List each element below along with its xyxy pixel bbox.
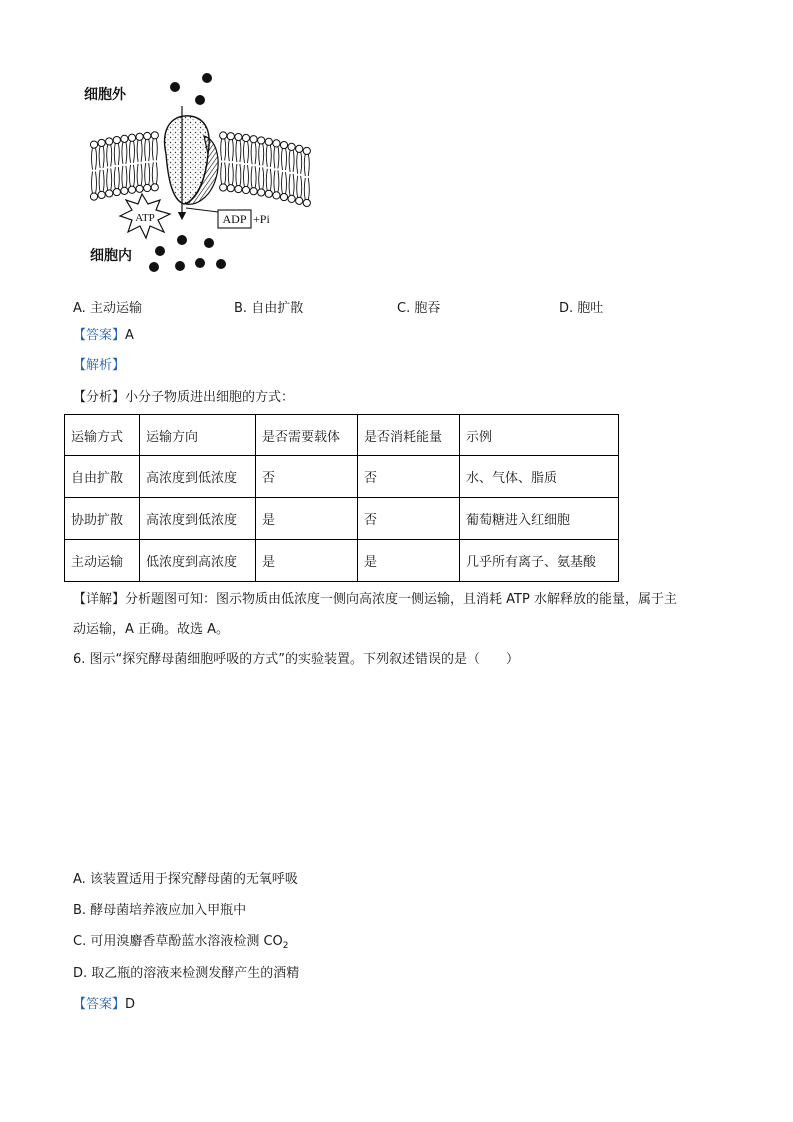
phospholipid-tail (137, 164, 142, 186)
phospholipid-head (235, 185, 242, 192)
q5-fenxi (73, 390, 294, 406)
phospholipid-head (151, 132, 158, 139)
adp-label: ADP (222, 212, 247, 226)
table-cell: 葡萄糖进入红细胞 (460, 498, 619, 540)
phospholipid-tail (114, 143, 119, 165)
table-header: 是否需要载体 (256, 415, 358, 456)
atp-label: ATP (135, 212, 155, 224)
phospholipid-tail (99, 146, 104, 168)
phospholipid-tail (107, 144, 112, 166)
phospholipid-head (250, 188, 257, 195)
phospholipid-head (144, 132, 151, 139)
option-text: 自由扩散 (251, 301, 304, 316)
q5-detail-line2: 动运输，A 正确。故选 A。 (73, 622, 230, 637)
phospholipid-tail (122, 166, 127, 188)
q6-option-c (73, 934, 289, 954)
q6-answer (73, 997, 135, 1013)
table-header: 运输方向 (140, 415, 256, 456)
table-cell: 高浓度到低浓度 (140, 498, 256, 540)
phospholipid-tail (92, 148, 97, 170)
phospholipid-head (98, 139, 105, 146)
table-header: 运输方式 (65, 415, 140, 456)
q5-option-b (234, 297, 303, 316)
transport-methods-table (64, 414, 619, 582)
phospholipid-tail (145, 139, 150, 161)
table-header: 是否消耗能量 (358, 415, 460, 456)
phospholipid-head (303, 199, 310, 206)
table-row (65, 540, 619, 582)
phospholipid-head (273, 140, 280, 147)
outside-label: 细胞外 (84, 87, 126, 103)
phospholipid-head (250, 136, 257, 143)
phospholipid-tail (282, 172, 287, 194)
phospholipid-head (280, 141, 287, 148)
phospholipid-tail (266, 145, 271, 167)
table-row (65, 498, 619, 540)
inside-label: 细胞内 (90, 248, 132, 264)
phospholipid-head (258, 137, 265, 144)
phospholipid-tail (122, 142, 127, 164)
phospholipid-head (242, 134, 249, 141)
phospholipid-head (265, 190, 272, 197)
phospholipid-head (121, 135, 128, 142)
phospholipid-head (151, 184, 158, 191)
fenxi-text: 小分子物质进出细胞的方式： (125, 390, 295, 405)
answer-tag: 【答案】 (73, 997, 126, 1012)
q5-option-c (397, 297, 440, 316)
option-letter: D. (559, 301, 574, 316)
phospholipid-head (128, 186, 135, 193)
option-text: 胞吞 (414, 301, 441, 316)
phospholipid-tail (137, 140, 142, 162)
detail-tag: 【详解】 (73, 592, 126, 607)
phospholipid-tail (251, 142, 256, 164)
molecules-inside (149, 235, 226, 272)
table-cell: 几乎所有离子、氨基酸 (460, 540, 619, 582)
table-cell: 否 (358, 456, 460, 498)
phospholipid-tail (297, 176, 302, 198)
phospholipid-tail (289, 150, 294, 172)
phospholipid-tail (266, 169, 271, 191)
phospholipid-tail (274, 146, 279, 168)
phospholipid-head (296, 145, 303, 152)
phospholipid-head (106, 190, 113, 197)
phospholipid-head (136, 185, 143, 192)
q6-option-d: D. 取乙瓶的溶液来检测发酵产生的酒精 (73, 966, 300, 981)
option-letter: B. (234, 301, 248, 316)
phospholipid-head (220, 184, 227, 191)
phospholipid-tail (251, 166, 256, 188)
phospholipid-tail (259, 167, 264, 189)
option-letter: A. (73, 301, 86, 316)
phospholipid-tail (304, 178, 309, 200)
phospholipid-head (273, 192, 280, 199)
phospholipid-tail (228, 139, 233, 161)
phospholipid-head (288, 143, 295, 150)
phospholipid-head (113, 136, 120, 143)
phospholipid-head (242, 186, 249, 193)
phospholipid-tail (130, 165, 135, 187)
phospholipid-tail (244, 165, 249, 187)
phospholipid-tail (304, 154, 309, 176)
phospholipid-head (113, 188, 120, 195)
phospholipid-head (235, 133, 242, 140)
phospholipid-tail (282, 148, 287, 170)
answer-value: D (125, 997, 136, 1012)
answer-value: A (125, 328, 134, 343)
molecules-outside (170, 73, 212, 105)
phospholipid-tail (92, 172, 97, 194)
phospholipid-head (288, 195, 295, 202)
q5-detail-line1 (73, 592, 677, 608)
phospholipid-head (98, 191, 105, 198)
phospholipid-tail (297, 152, 302, 174)
phospholipid-head (303, 147, 310, 154)
active-transport-diagram (84, 66, 314, 278)
phospholipid-head (258, 189, 265, 196)
table-header-row (65, 415, 619, 456)
phospholipid-tail (99, 170, 104, 192)
phospholipid-tail (236, 140, 241, 162)
phospholipid-tail (221, 138, 226, 160)
phospholipid-tail (228, 163, 233, 185)
q6-option-b: B. 酵母菌培养液应加入甲瓶中 (73, 903, 247, 918)
phospholipid-tail (259, 143, 264, 165)
phospholipid-head (136, 133, 143, 140)
phospholipid-head (220, 132, 227, 139)
answer-tag: 【答案】 (73, 328, 126, 343)
phospholipid-head (227, 185, 234, 192)
phospholipid-tail (244, 141, 249, 163)
phospholipid-head (265, 138, 272, 145)
table-cell: 是 (358, 540, 460, 582)
phospholipid-tail (221, 162, 226, 184)
phospholipid-tail (274, 170, 279, 192)
table-cell: 否 (256, 456, 358, 498)
option-letter: C. (397, 301, 411, 316)
q5-answer (73, 328, 134, 344)
q6-option-a: A. 该装置适用于探究酵母菌的无氧呼吸 (73, 872, 298, 887)
table-cell: 高浓度到低浓度 (140, 456, 256, 498)
phospholipid-head (90, 141, 97, 148)
table-header: 示例 (460, 415, 619, 456)
phospholipid-head (280, 193, 287, 200)
option-text: 胞吐 (577, 301, 604, 316)
fenxi-tag: 【分析】 (73, 390, 126, 405)
table-cell: 是 (256, 540, 358, 582)
phospholipid-head (128, 134, 135, 141)
table-row (65, 456, 619, 498)
phospholipid-tail (107, 168, 112, 190)
phospholipid-head (144, 184, 151, 191)
subscript: 2 (282, 941, 289, 951)
table-cell: 自由扩散 (65, 456, 140, 498)
membrane-illustration (84, 66, 314, 278)
phospholipid-tail (152, 138, 157, 160)
q5-option-a (73, 297, 142, 316)
detail-text: 分析题图可知：图示物质由低浓度一侧向高浓度一侧运输，且消耗 ATP 水解释放的能量，属于主 (125, 592, 677, 607)
table-cell: 协助扩散 (65, 498, 140, 540)
phospholipid-head (121, 187, 128, 194)
table-cell: 主动运输 (65, 540, 140, 582)
q5-analysis-tag: 【解析】 (73, 358, 126, 373)
phospholipid-tail (114, 167, 119, 189)
phospholipid-tail (145, 163, 150, 185)
table-cell: 水、气体、脂质 (460, 456, 619, 498)
table-cell: 低浓度到高浓度 (140, 540, 256, 582)
phospholipid-tail (289, 174, 294, 196)
phospholipid-tail (152, 162, 157, 184)
table-cell: 否 (358, 498, 460, 540)
phospholipid-head (227, 133, 234, 140)
option-text: C. 可用溴麝香草酚蓝水溶液检测 CO (73, 934, 283, 949)
phospholipid-head (90, 193, 97, 200)
phospholipid-tail (236, 164, 241, 186)
pi-label: +Pi (253, 212, 270, 226)
q5-option-d (559, 297, 603, 316)
table-cell: 是 (256, 498, 358, 540)
q6-stem: 6. 图示“探究酵母菌细胞呼吸的方式”的实验装置。下列叙述错误的是（ ） (73, 652, 520, 667)
phospholipid-tail (130, 141, 135, 163)
phospholipid-head (296, 197, 303, 204)
phospholipid-head (106, 138, 113, 145)
option-text: 主动运输 (89, 301, 142, 316)
